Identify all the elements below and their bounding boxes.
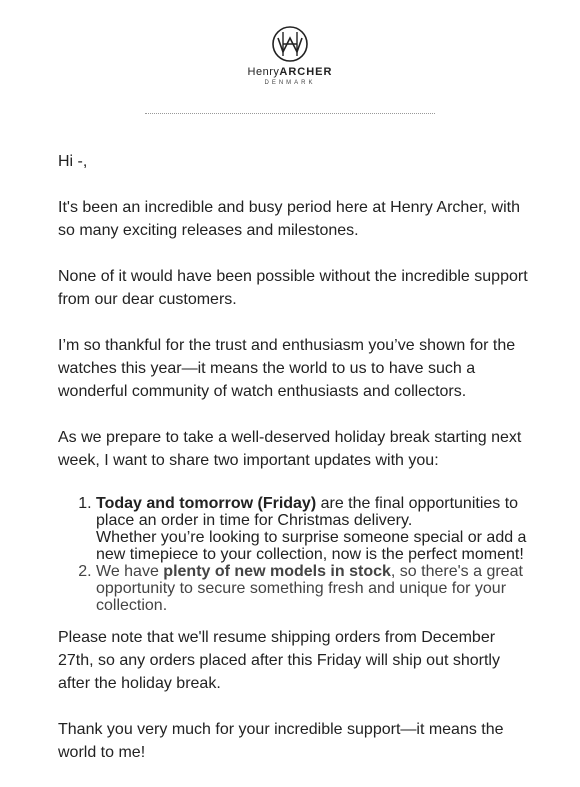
brand-first: Henry [247,66,280,78]
brand-name [0,66,580,78]
brand-subtitle: DENMARK [264,80,316,86]
paragraph-4: As we prepare to take a well-deserved holiday break starting next week, I want to share two important updates with you: [58,429,522,469]
paragraph-1: It's been an incredible and busy period here at Henry Archer, with so many exciting releases and milestones. [58,199,520,239]
item2-bold: plenty of new models in stock [163,563,391,580]
paragraph-3: I’m so thankful for the trust and enthusiasm you’ve shown for the watches this year—it means the world to us to have such a wonderful community of watch enthusiasts and collectors. [58,337,516,400]
list-item [96,495,528,563]
paragraph-2: None of it would have been possible without the incredible support from our dear customers. [58,268,528,308]
paragraph-5: Please note that we'll resume shipping orders from December 27th, so any orders placed after this Friday will ship out shortly after the holiday break. [58,629,500,692]
greeting: Hi -, [58,153,88,170]
email-body [58,150,528,787]
item1-bold: Today and tomorrow (Friday) [96,495,317,512]
email-header [0,24,580,86]
henry-archer-monogram-icon[interactable] [270,24,310,64]
paragraph-6: Thank you very much for your incredible support—it means the world to me! [58,721,504,761]
item2-pre: We have [96,563,164,580]
item2-text: , so there's a great opportunity to secure something fresh and unique for your collection. [96,563,523,614]
brand-second: ARCHER [279,66,333,78]
list-item [96,563,528,614]
item1-text: are the final opportunities to place an order in time for Christmas delivery. [96,495,519,529]
updates-list [58,495,528,614]
header-divider [145,113,435,114]
item1-line2: Whether you’re looking to surprise someone special or add a new timepiece to your collection, now is the perfect moment! [96,529,527,563]
